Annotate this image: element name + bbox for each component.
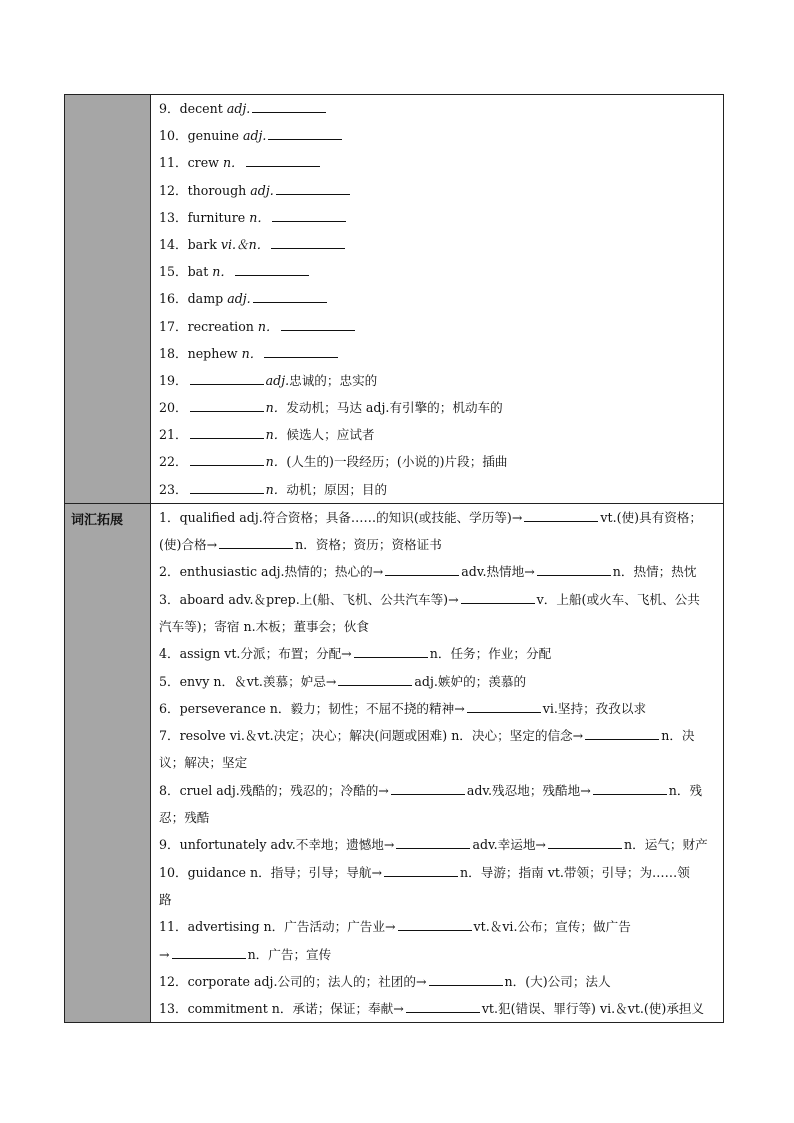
item-number: 23．: [159, 481, 188, 497]
line-text: n．导游；指南 vt.带领；引导；为……领: [460, 864, 690, 880]
line-text: 12．corporate adj.公司的；法人的；社团的→: [159, 973, 427, 989]
list-item: [159, 913, 715, 940]
definition-text: (人生的)一段经历；(小说的)片段；插曲: [286, 454, 508, 470]
line-text: 路: [159, 891, 172, 907]
list-item: [159, 531, 715, 558]
answer-blank[interactable]: [190, 451, 264, 466]
list-item: [159, 941, 715, 968]
line-text: (使)合格→: [159, 537, 218, 553]
definition-text: 动机；原因；目的: [286, 481, 388, 497]
answer-blank[interactable]: [429, 971, 503, 986]
line-text: 5．envy n．＆vt.羡慕；妒忌→: [159, 673, 337, 689]
answer-blank[interactable]: [385, 561, 459, 576]
answer-blank[interactable]: [190, 370, 264, 385]
part-of-speech: n．: [265, 481, 287, 497]
answer-blank[interactable]: [396, 834, 470, 849]
answer-blank[interactable]: [384, 862, 458, 877]
line-text: 1．qualified adj.符合资格；具备……的知识(或技能、学历等)→: [159, 509, 523, 525]
line-text: adj.嫉妒的；羡慕的: [414, 673, 527, 689]
word-text: 15．bat: [159, 264, 213, 280]
list-item: [159, 586, 715, 613]
line-text: n．运气；财产: [623, 837, 708, 853]
line-text: 汽车等)；寄宿 n.木板；董事会；伙食: [159, 619, 369, 634]
list-item: [159, 313, 715, 340]
word-text: 14．bark: [159, 236, 221, 252]
line-text: n．任务；作业；分配: [429, 646, 552, 662]
answer-blank[interactable]: [235, 261, 309, 276]
list-item: [159, 886, 715, 913]
list-item: [159, 340, 715, 367]
line-text: 11．advertising n．广告活动；广告业→: [159, 919, 396, 935]
answer-blank[interactable]: [190, 479, 264, 494]
item-number: 21．: [159, 427, 188, 443]
word-text: 11．crew: [159, 155, 223, 171]
list-item: [159, 231, 715, 258]
word-list-cell: [151, 95, 723, 503]
list-item: [159, 968, 715, 995]
answer-blank[interactable]: [593, 780, 667, 795]
line-text: →: [159, 946, 170, 962]
list-item: [159, 95, 715, 122]
line-text: vi.坚持；孜孜以求: [542, 700, 647, 716]
list-item: [159, 668, 715, 695]
part-of-speech: n．: [265, 454, 287, 470]
part-of-speech: n．: [257, 318, 279, 334]
line-text: adv.热情地→: [461, 564, 535, 580]
answer-blank[interactable]: [461, 589, 535, 604]
line-text: n．残: [668, 782, 703, 798]
answer-blank[interactable]: [398, 916, 472, 931]
list-item: [159, 285, 715, 312]
answer-blank[interactable]: [524, 507, 598, 522]
part-of-speech: adj.: [265, 372, 290, 388]
word-text: 17．recreation: [159, 318, 258, 334]
line-text: vt.犯(错误、罪行等) vi.＆vt.(使)承担义: [481, 1001, 705, 1017]
list-item: [159, 204, 715, 231]
row-label-empty: [65, 95, 151, 503]
answer-blank[interactable]: [354, 643, 428, 658]
item-number: 20．: [159, 400, 188, 416]
answer-blank[interactable]: [537, 561, 611, 576]
answer-blank[interactable]: [276, 180, 350, 195]
word-text: 18．nephew: [159, 345, 242, 361]
line-text: 10．guidance n．指导；引导；导航→: [159, 864, 383, 880]
list-item: [159, 995, 715, 1022]
answer-blank[interactable]: [585, 725, 659, 740]
word-text: 13．furniture: [159, 209, 250, 225]
part-of-speech: adj.: [226, 101, 251, 116]
answer-blank[interactable]: [281, 316, 355, 331]
list-item: [159, 149, 715, 176]
part-of-speech: adj.: [250, 182, 274, 198]
answer-blank[interactable]: [219, 534, 293, 549]
word-text: 10．genuine: [159, 128, 243, 144]
part-of-speech: vi.＆n．: [220, 236, 270, 252]
list-item: [159, 122, 715, 149]
answer-blank[interactable]: [190, 397, 264, 412]
list-item: [159, 859, 715, 886]
answer-blank[interactable]: [253, 288, 327, 303]
part-of-speech: n．: [265, 400, 287, 416]
list-item: [159, 558, 715, 585]
part-of-speech: n．: [212, 264, 233, 280]
line-text: n．(大)公司；法人: [504, 973, 611, 989]
item-number: 22．: [159, 454, 188, 470]
answer-blank[interactable]: [338, 671, 412, 686]
list-item: [159, 258, 715, 285]
answer-blank[interactable]: [406, 998, 480, 1013]
list-item: [159, 613, 715, 640]
answer-blank[interactable]: [172, 944, 246, 959]
line-text: vt.＆vi.公布；宣传；做广告: [473, 919, 631, 935]
line-text: 6．perseverance n．毅力；韧性；不屈不挠的精神→: [159, 700, 465, 716]
item-number: 19．: [159, 372, 188, 388]
line-text: n．决: [661, 728, 695, 744]
line-text: 2．enthusiastic adj.热情的；热心的→: [159, 564, 384, 580]
part-of-speech: n．: [241, 345, 263, 361]
list-item: [159, 476, 715, 503]
line-text: 8．cruel adj.残酷的；残忍的；冷酷的→: [159, 782, 389, 798]
line-text: n．热情；热忱: [612, 564, 697, 580]
list-item: [159, 640, 715, 667]
list-item: [159, 831, 715, 858]
line-text: n．广告；宣传: [247, 946, 332, 962]
list-item: [159, 448, 715, 475]
list-item: [159, 177, 715, 204]
word-text: 9．decent: [159, 101, 227, 116]
answer-blank[interactable]: [391, 780, 465, 795]
line-text: vt.(使)具有资格；: [600, 509, 702, 525]
answer-blank[interactable]: [246, 152, 320, 167]
part-of-speech: adj.: [242, 128, 267, 144]
part-of-speech: adj.: [227, 291, 251, 307]
vocabulary-table: [64, 94, 724, 1023]
definition-text: 发动机；马达 adj.有引擎的；机动车的: [286, 400, 503, 416]
list-item: [159, 722, 715, 749]
table-row-word-list: [65, 95, 723, 503]
line-text: 9．unfortunately adv.不幸地；遗憾地→: [159, 837, 395, 853]
list-item: [159, 504, 715, 531]
part-of-speech: n．: [265, 427, 287, 443]
list-item: [159, 367, 715, 394]
list-item: [159, 804, 715, 831]
line-text: adv.幸运地→: [472, 837, 546, 853]
line-text: 13．commitment n．承诺；保证；奉献→: [159, 1001, 404, 1017]
row-label-vocab-expansion: 词汇拓展: [65, 504, 151, 1023]
list-item: [159, 695, 715, 722]
line-text: adv.残忍地；残酷地→: [466, 782, 591, 798]
list-item: [159, 749, 715, 776]
answer-blank[interactable]: [467, 698, 541, 713]
answer-blank[interactable]: [252, 98, 326, 113]
list-item: [159, 394, 715, 421]
definition-text: 候选人；应试者: [286, 427, 375, 443]
answer-blank[interactable]: [264, 343, 338, 358]
line-text: n．资格；资历；资格证书: [295, 537, 442, 553]
line-text: v．上船(或火车、飞机、公共: [536, 591, 700, 607]
answer-blank[interactable]: [271, 234, 345, 249]
answer-blank[interactable]: [548, 834, 622, 849]
definition-text: 忠诚的；忠实的: [289, 372, 378, 388]
word-text: 16．damp: [159, 291, 228, 307]
list-item: [159, 777, 715, 804]
line-text: 3．aboard adv.＆prep.上(船、飞机、公共汽车等)→: [159, 591, 459, 607]
table-row-vocab-expansion: [65, 503, 723, 1023]
line-text: 议；解决；坚定: [159, 755, 248, 771]
part-of-speech: n．: [222, 155, 244, 171]
vocab-expansion-cell: [151, 504, 723, 1023]
answer-blank[interactable]: [190, 424, 264, 439]
word-text: 12．thorough: [159, 182, 251, 198]
line-text: 忍；残酷: [159, 810, 210, 826]
list-item: [159, 421, 715, 448]
line-text: 7．resolve vi.＆vt.决定；决心；解决(问题或困难) n．决心；坚定的信念→: [159, 728, 584, 744]
line-text: 4．assign vt.分派；布置；分配→: [159, 646, 352, 662]
answer-blank[interactable]: [272, 207, 346, 222]
part-of-speech: n．: [249, 209, 270, 225]
answer-blank[interactable]: [268, 125, 342, 140]
